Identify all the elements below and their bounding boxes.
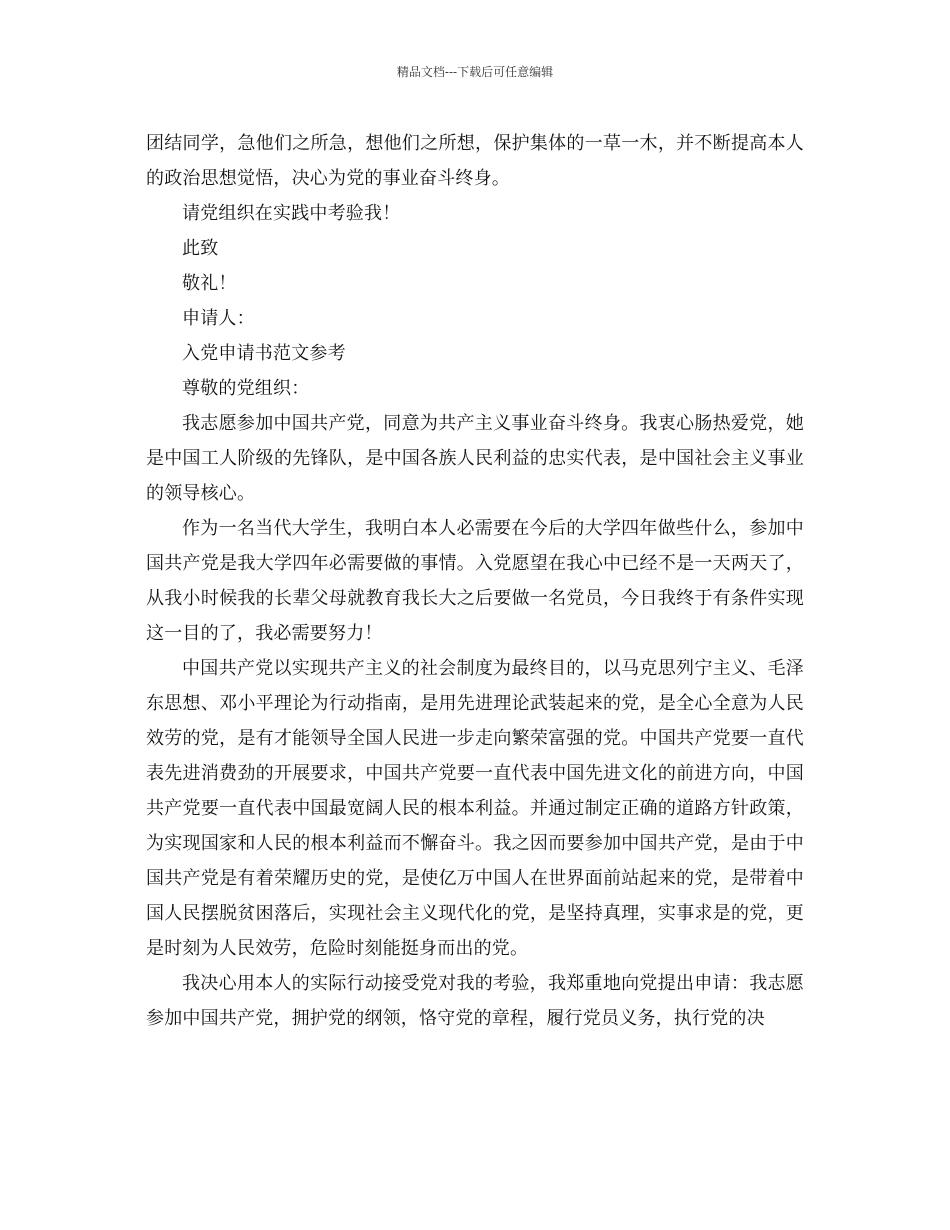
paragraph-body-2: 作为一名当代大学生，我明白本人必需要在今后的大学四年做些什么，参加中国共产党是我大学四年必需要做的事情。入党愿望在我心中已经不是一天两天了，从我小时候我的长辈父母就教育我长大之后要做一名党员，今日我终于有条件实现这一目的了，我必需要努力！: [146, 518, 804, 644]
section-title: 入党申请书范文参考: [182, 343, 346, 364]
paragraph-greeting: 尊敬的党组织：: [182, 378, 310, 399]
paragraph-continuation: 团结同学，急他们之所急，想他们之所想，保护集体的一草一木，并不断提高本人的政治思想觉悟，决心为党的事业奋斗终身。: [146, 133, 804, 189]
paragraph-request-test: 请党组织在实践中考验我！: [182, 203, 401, 224]
document-body: [146, 126, 804, 1036]
paragraph-body-4: 我决心用本人的实际行动接受党对我的考验，我郑重地向党提出申请：我志愿参加中国共产党，拥护党的纲领，恪守党的章程，履行党员义务，执行党的决: [146, 973, 804, 1029]
paragraph-body-1: 我志愿参加中国共产党，同意为共产主义事业奋斗终身。我衷心肠热爱党，她是中国工人阶级的先锋队，是中国各族人民利益的忠实代表，是中国社会主义事业的领导核心。: [146, 413, 804, 504]
paragraph-body-3: 中国共产党以实现共产主义的社会制度为最终目的，以马克思列宁主义、毛泽东思想、邓小平理论为行动指南，是用先进理论武装起来的党，是全心全意为人民效劳的党，是有才能领导全国人民进一步走向繁荣富强的党。中国共产党要一直代表先进消费劲的开展要求，中国共产党要一直代表中国先进文化的前进方向，中国共产党要一直代表中国最宽阔人民的根本利益。并通过制定正确的道路方针政策，为实现国家和人民的根本利益而不懈奋斗。我之因而要参加中国共产党，是由于中国共产党是有着荣耀历史的党，是使亿万中国人在世界面前站起来的党，是带着中国人民摆脱贫困落后，实现社会主义现代化的党，是坚持真理，实事求是的党，更是时刻为人民效劳，危险时刻能挺身而出的党。: [146, 658, 804, 959]
paragraph-salutation-cizhi: 此致: [182, 238, 219, 259]
paragraph-salutation-jingli: 敬礼！: [182, 273, 237, 294]
page-header: 精品文档---下载后可任意编辑: [396, 65, 554, 79]
paragraph-applicant: 申请人：: [182, 308, 255, 329]
